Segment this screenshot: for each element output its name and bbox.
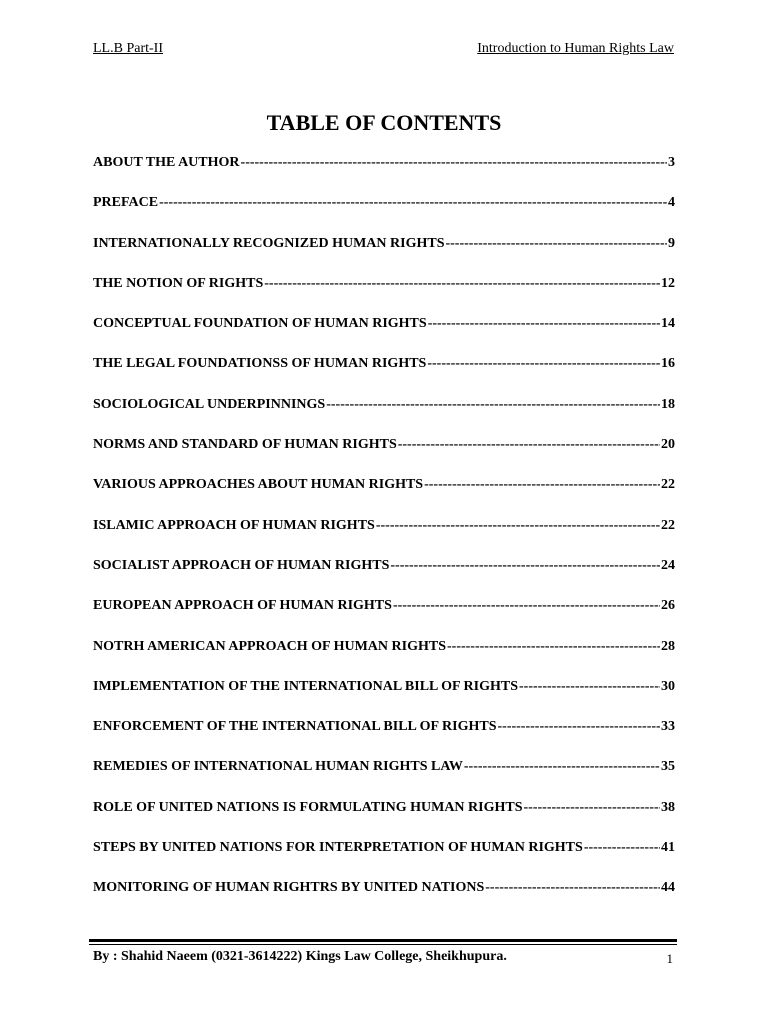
toc-leader-dashes — [485, 880, 660, 896]
toc-entry — [93, 356, 675, 396]
toc-leader-dashes — [376, 518, 660, 534]
header-subject: Introduction to Human Rights Law — [477, 41, 674, 56]
toc-leader-dashes — [427, 356, 660, 372]
toc-entry — [93, 880, 675, 920]
toc-entry-page: 33 — [661, 719, 675, 735]
toc-entry-title: PREFACE — [93, 195, 159, 211]
footer-author: By : Shahid Naeem (0321-3614222) Kings Law College, Sheikhupura. — [93, 949, 507, 964]
header-course: LL.B Part-II — [93, 41, 163, 56]
toc-entry — [93, 316, 675, 356]
toc-entry-title: ISLAMIC APPROACH OF HUMAN RIGHTS — [93, 517, 375, 533]
toc-entry-page: 16 — [661, 356, 675, 372]
toc-entry — [93, 195, 675, 235]
toc-leader-dashes — [498, 719, 661, 735]
toc-entry-title: SOCIALIST APPROACH OF HUMAN RIGHTS — [93, 557, 390, 573]
toc-entry-title: SOCIOLOGICAL UNDERPINNINGS — [93, 396, 326, 412]
toc-entry — [93, 477, 675, 517]
toc-entry — [93, 155, 675, 195]
toc-leader-dashes — [464, 759, 660, 775]
toc-entry-title: THE NOTION OF RIGHTS — [93, 275, 264, 291]
toc-entry-title: STEPS BY UNITED NATIONS FOR INTERPRETATION OF HUMAN RIGHTS — [93, 840, 583, 856]
toc-entry — [93, 236, 675, 276]
toc-leader-dashes — [519, 679, 660, 695]
toc-entry-page: 41 — [661, 840, 675, 856]
toc-entry-page: 9 — [668, 235, 675, 251]
toc-leader-dashes — [447, 639, 660, 655]
toc-entry-title: REMEDIES OF INTERNATIONAL HUMAN RIGHTS LAW — [93, 759, 463, 775]
toc-entry-page: 18 — [661, 396, 675, 412]
toc-leader-dashes — [398, 437, 660, 453]
toc-entry — [93, 719, 675, 759]
footer-rule — [89, 939, 677, 942]
toc-leader-dashes — [524, 800, 660, 816]
toc-leader-dashes — [393, 598, 660, 614]
toc-leader-dashes — [390, 558, 660, 574]
toc-entry-title: THE LEGAL FOUNDATIONSS OF HUMAN RIGHTS — [93, 356, 427, 372]
toc-leader-dashes — [241, 155, 667, 171]
toc-entry — [93, 840, 675, 880]
toc-entry-page: 28 — [661, 638, 675, 654]
toc-entry-title: NOTRH AMERICAN APPROACH OF HUMAN RIGHTS — [93, 638, 446, 654]
toc-entry — [93, 397, 675, 437]
table-of-contents — [93, 155, 675, 921]
toc-entry — [93, 639, 675, 679]
toc-entry-page: 14 — [661, 316, 675, 332]
toc-entry-page: 26 — [661, 598, 675, 614]
page-title: TABLE OF CONTENTS — [266, 110, 502, 135]
toc-entry-title: INTERNATIONALLY RECOGNIZED HUMAN RIGHTS — [93, 235, 445, 251]
toc-entry — [93, 437, 675, 477]
toc-entry-page: 24 — [661, 557, 675, 573]
toc-entry-title: ROLE OF UNITED NATIONS IS FORMULATING HUMAN RIGHTS — [93, 799, 523, 815]
toc-entry-page: 22 — [661, 477, 675, 493]
toc-leader-dashes — [326, 397, 660, 413]
toc-leader-dashes — [264, 276, 660, 292]
toc-leader-dashes — [428, 316, 660, 332]
toc-entry — [93, 558, 675, 598]
toc-entry-title: CONCEPTUAL FOUNDATION OF HUMAN RIGHTS — [93, 316, 427, 332]
toc-entry-page: 44 — [661, 880, 675, 896]
toc-entry — [93, 759, 675, 799]
toc-entry — [93, 598, 675, 638]
toc-entry-title: ABOUT THE AUTHOR — [93, 155, 240, 170]
toc-entry-title: VARIOUS APPROACHES ABOUT HUMAN RIGHTS — [93, 477, 424, 493]
toc-entry-page: 4 — [668, 195, 675, 211]
toc-entry-page: 38 — [661, 799, 675, 815]
toc-leader-dashes — [445, 236, 667, 252]
toc-entry-page: 30 — [661, 678, 675, 694]
toc-entry-page: 20 — [661, 437, 675, 453]
toc-entry-title: IMPLEMENTATION OF THE INTERNATIONAL BILL OF RIGHTS — [93, 678, 519, 694]
toc-entry — [93, 800, 675, 840]
toc-entry-title: EUROPEAN APPROACH OF HUMAN RIGHTS — [93, 598, 392, 614]
toc-entry-page: 35 — [661, 759, 675, 775]
toc-entry-page: 3 — [668, 155, 675, 170]
toc-leader-dashes — [424, 477, 660, 493]
toc-entry-page: 22 — [661, 517, 675, 533]
toc-leader-dashes — [159, 195, 667, 211]
toc-entry-title: NORMS AND STANDARD OF HUMAN RIGHTS — [93, 437, 397, 453]
page-number: 1 — [666, 951, 673, 966]
toc-entry-title: MONITORING OF HUMAN RIGHTRS BY UNITED NATIONS — [93, 880, 485, 896]
toc-entry-page: 12 — [661, 275, 675, 291]
toc-entry — [93, 518, 675, 558]
toc-entry — [93, 679, 675, 719]
toc-leader-dashes — [584, 840, 660, 856]
toc-entry-title: ENFORCEMENT OF THE INTERNATIONAL BILL OF RIGHTS — [93, 719, 497, 735]
toc-entry — [93, 276, 675, 316]
footer-rule-thin — [89, 944, 677, 945]
